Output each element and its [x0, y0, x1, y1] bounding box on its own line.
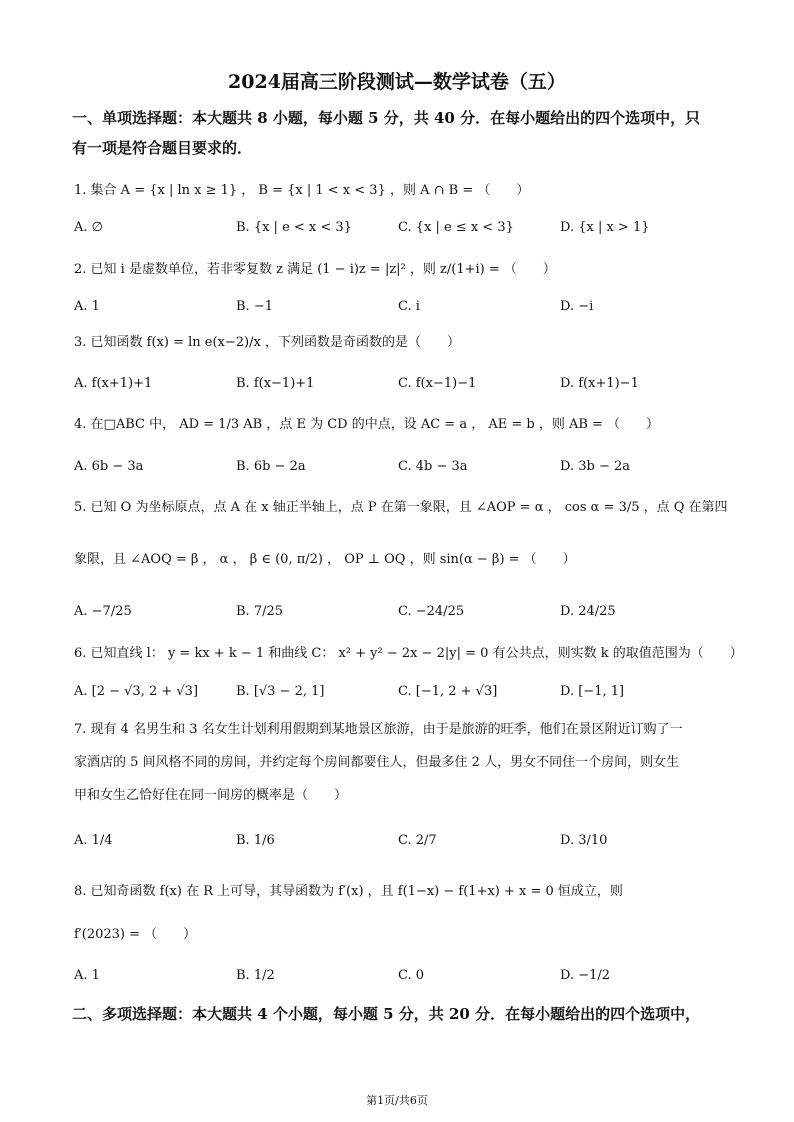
question-3-stem: 3. 已知函数 f(x) = ln e(x−2)/x ，下列函数是奇函数的是（ ）: [74, 335, 460, 350]
section-2-heading: 二、多项选择题：本大题共 4 个小题，每小题 5 分，共 20 分．在每小题给出的四个选项中，: [72, 1005, 701, 1023]
question-2-option-c: C. i: [398, 299, 420, 314]
question-4-option-a: A. 6b − 3a: [74, 459, 144, 474]
question-1-option-b: B. {x | e < x < 3}: [236, 220, 352, 235]
question-8-option-b: B. 1/2: [236, 968, 275, 983]
question-2-option-d: D. −i: [560, 299, 594, 314]
question-7-option-d: D. 3/10: [560, 833, 608, 848]
question-8-stem-line-2: f′(2023) = （ ）: [74, 927, 197, 942]
question-7-option-b: B. 1/6: [236, 833, 275, 848]
question-6-option-a: A. [2 − √3, 2 + √3]: [74, 684, 199, 699]
question-1-option-a: A. ∅: [74, 220, 103, 235]
question-5-option-d: D. 24/25: [560, 604, 616, 619]
question-8-stem-line-1: 8. 已知奇函数 f(x) 在 R 上可导，其导函数为 f′(x) ，且 f(1−x) − f(1+x) + x = 0 恒成立，则: [74, 884, 623, 899]
question-5-option-c: C. −24/25: [398, 604, 465, 619]
question-3-option-d: D. f(x+1)−1: [560, 376, 639, 391]
question-7-option-c: C. 2/7: [398, 833, 437, 848]
question-5-stem-line-2: 象限，且 ∠AOQ = β ， α ， β ∈ (0, π/2) ， OP ⊥ OQ ，则 sin(α − β) = （ ）: [74, 552, 576, 567]
question-5-stem-line-1: 5. 已知 O 为坐标原点，点 A 在 x 轴正半轴上，点 P 在第一象限，且 ∠AOP = α ， cos α = 3/5 ，点 Q 在第四: [74, 500, 728, 515]
section-1-heading-line-2: 有一项是符合题目要求的．: [72, 139, 253, 157]
question-6-option-c: C. [−1, 2 + √3]: [398, 684, 498, 699]
question-8-option-c: C. 0: [398, 968, 425, 983]
page-footer: 第1页/共6页: [366, 1094, 428, 1107]
question-6-option-b: B. [√3 − 2, 1]: [236, 684, 325, 699]
question-1-option-d: D. {x | x > 1}: [560, 220, 650, 235]
question-4-option-d: D. 3b − 2a: [560, 459, 630, 474]
question-3-option-a: A. f(x+1)+1: [74, 376, 153, 391]
question-7-stem-line-2: 家酒店的 5 间风格不同的房间，并约定每个房间都要住人，但最多住 2 人，男女不同住一个房间，则女生: [74, 755, 680, 770]
question-1-option-c: C. {x | e ≤ x < 3}: [398, 220, 514, 235]
question-4-option-c: C. 4b − 3a: [398, 459, 468, 474]
question-6-stem: 6. 已知直线 l： y = kx + k − 1 和曲线 C： x² + y² − 2x − 2|y| = 0 有公共点，则实数 k 的取值范围为（ ）: [74, 646, 743, 661]
question-7-stem-line-3: 甲和女生乙恰好住在同一间房的概率是（ ）: [74, 788, 348, 803]
question-4-option-b: B. 6b − 2a: [236, 459, 306, 474]
question-2-option-b: B. −1: [236, 299, 273, 314]
question-2-option-a: A. 1: [74, 299, 100, 314]
section-1-heading-line-1: 一、单项选择题：本大题共 8 小题，每小题 5 分，共 40 分．在每小题给出的四个选项中，只: [72, 109, 701, 127]
question-1-stem: 1. 集合 A = {x | ln x ≥ 1} ， B = {x | 1 < x < 3} ，则 A ∩ B = （ ）: [74, 183, 530, 198]
question-5-option-b: B. 7/25: [236, 604, 284, 619]
question-6-option-d: D. [−1, 1]: [560, 684, 625, 699]
question-4-stem: 4. 在□ABC 中， AD = 1/3 AB ，点 E 为 CD 的中点，设 AC = a ， AE = b ，则 AB = （ ）: [74, 417, 660, 432]
question-5-option-a: A. −7/25: [74, 604, 132, 619]
question-8-option-d: D. −1/2: [560, 968, 611, 983]
question-8-option-a: A. 1: [74, 968, 100, 983]
page-title: 2024届高三阶段测试—数学试卷（五）: [228, 71, 566, 93]
question-7-stem-line-1: 7. 现有 4 名男生和 3 名女生计划利用假期到某地景区旅游，由于是旅游的旺季，他们在景区附近订购了一: [74, 722, 683, 737]
question-7-option-a: A. 1/4: [74, 833, 113, 848]
question-2-stem: 2. 已知 i 是虚数单位，若非零复数 z 满足 (1 − i)z = |z|² ，则 z/(1+i) = （ ）: [74, 262, 556, 277]
question-3-option-c: C. f(x−1)−1: [398, 376, 477, 391]
question-3-option-b: B. f(x−1)+1: [236, 376, 315, 391]
